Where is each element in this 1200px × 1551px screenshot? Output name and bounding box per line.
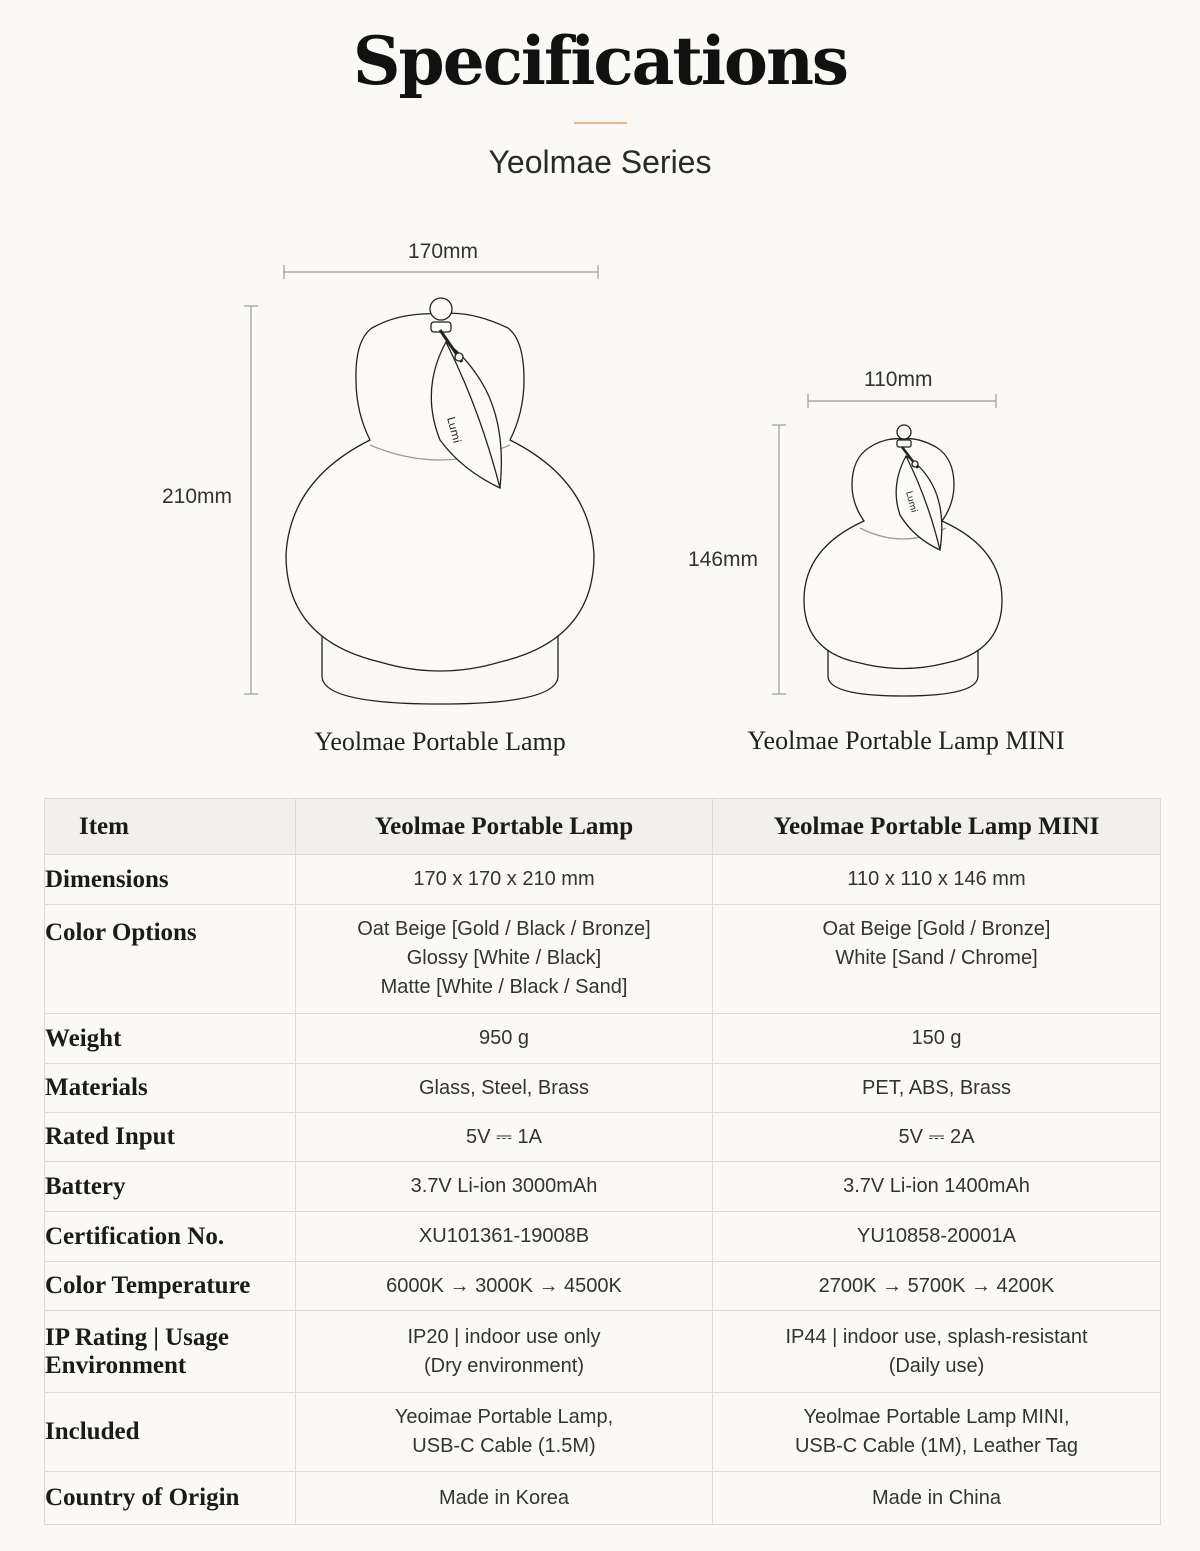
mini-lamp-value-line: Yeolmae Portable Lamp MINI, bbox=[803, 1406, 1070, 1428]
mini-width-label: 110mm bbox=[864, 368, 933, 391]
spec-label-line: Rated Input bbox=[45, 1123, 175, 1150]
large-lamp-value bbox=[296, 1113, 713, 1162]
mini-lamp-value-line: 2700K → 5700K → 4200K bbox=[818, 1274, 1055, 1297]
mini-lamp-value bbox=[713, 855, 1161, 905]
table-row bbox=[45, 1014, 1161, 1064]
large-lamp-value bbox=[296, 1472, 713, 1525]
large-product-name: Yeolmae Portable Lamp bbox=[314, 727, 566, 756]
large-lamp-value-line: Made in Korea bbox=[438, 1486, 570, 1509]
mini-height-label: 146mm bbox=[688, 548, 759, 571]
large-lamp-value-line: 170 x 170 x 210 mm bbox=[413, 868, 595, 890]
spec-label bbox=[45, 1393, 296, 1472]
mini-height-dimension-line bbox=[772, 425, 786, 694]
specifications-table bbox=[44, 798, 1161, 1525]
mini-lamp-value-line: USB-C Cable (1M), Leather Tag bbox=[794, 1435, 1079, 1457]
large-lamp-value bbox=[296, 1212, 713, 1262]
mini-lamp-value bbox=[713, 1014, 1161, 1064]
large-lamp-value-line: Oat Beige [Gold / Black / Bronze] bbox=[357, 918, 651, 940]
large-lamp-value-line: Glossy [White / Black] bbox=[406, 947, 602, 969]
table-row bbox=[45, 1113, 1161, 1162]
spec-label-line: Certification No. bbox=[45, 1222, 225, 1250]
header-item: Item bbox=[45, 799, 296, 855]
large-lamp-value bbox=[296, 1014, 713, 1064]
table-row bbox=[45, 1162, 1161, 1212]
mini-lamp-value bbox=[713, 1212, 1161, 1262]
spec-label bbox=[45, 1212, 296, 1262]
large-lamp-value bbox=[296, 1162, 713, 1212]
large-lamp-value-line: XU101361-19008B bbox=[418, 1225, 590, 1247]
spec-label bbox=[45, 1311, 296, 1393]
table-row bbox=[45, 1472, 1161, 1525]
header-large-lamp: Yeolmae Portable Lamp bbox=[296, 799, 713, 855]
mini-lamp-value-line: White [Sand / Chrome] bbox=[835, 947, 1038, 969]
table-row bbox=[45, 1311, 1161, 1393]
table-row bbox=[45, 855, 1161, 905]
table-row bbox=[45, 1393, 1161, 1472]
mini-lamp-value-line: 110 x 110 x 146 mm bbox=[847, 868, 1026, 890]
large-lamp-value bbox=[296, 1064, 713, 1113]
large-lamp-value bbox=[296, 855, 713, 905]
large-lamp-value bbox=[296, 1311, 713, 1393]
spec-label bbox=[45, 1162, 296, 1212]
table-row bbox=[45, 1064, 1161, 1113]
large-lamp-value-line: IP20 | indoor use only bbox=[407, 1325, 601, 1348]
mini-lamp-value-line: IP44 | indoor use, splash-resistant bbox=[785, 1325, 1088, 1348]
spec-label bbox=[45, 1472, 296, 1525]
mini-lamp-value bbox=[713, 1311, 1161, 1393]
mini-width-dimension-line bbox=[808, 394, 996, 408]
table-header-row bbox=[45, 799, 1161, 855]
large-width-dimension-line bbox=[284, 265, 598, 279]
table-row bbox=[45, 905, 1161, 1014]
mini-lamp-value bbox=[713, 1393, 1161, 1472]
spec-label bbox=[45, 1113, 296, 1162]
spec-label bbox=[45, 855, 296, 905]
large-lamp-value-line: Matte [White / Black / Sand] bbox=[380, 976, 628, 998]
large-width-label: 170mm bbox=[408, 240, 479, 263]
spec-label bbox=[45, 905, 296, 1014]
mini-lamp-value bbox=[713, 1162, 1161, 1212]
spec-label-line: Weight bbox=[45, 1024, 122, 1052]
mini-lamp-value-line: (Daily use) bbox=[888, 1354, 985, 1377]
spec-label-line: Dimensions bbox=[45, 865, 169, 893]
spec-label-line: Color Options bbox=[45, 919, 197, 946]
mini-lamp-value-line: 3.7V Li-ion 1400mAh bbox=[843, 1175, 1030, 1197]
large-lamp-value-line: (Dry environment) bbox=[423, 1354, 585, 1377]
large-lamp-value-line: USB-C Cable (1.5M) bbox=[412, 1435, 596, 1457]
large-lamp-value-line: 950 g bbox=[478, 1027, 530, 1049]
large-height-label: 210mm bbox=[162, 485, 233, 508]
mini-lamp-drawing bbox=[772, 394, 1002, 696]
series-subtitle: Yeolmae Series bbox=[488, 144, 712, 180]
page-title: Specifications bbox=[352, 22, 848, 100]
mini-product-name: Yeolmae Portable Lamp MINI bbox=[747, 726, 1065, 755]
mini-lamp-value bbox=[713, 1113, 1161, 1162]
table-row bbox=[45, 1212, 1161, 1262]
mini-leaf-logo: Lumi bbox=[903, 490, 919, 514]
spec-label bbox=[45, 1014, 296, 1064]
mini-lamp-value-line: 5V ⎓ 2A bbox=[898, 1125, 975, 1148]
spec-label-line: Materials bbox=[45, 1074, 148, 1101]
spec-label-line: Battery bbox=[45, 1172, 126, 1200]
large-lamp-value-line: 5V ⎓ 1A bbox=[466, 1125, 542, 1148]
large-height-dimension-line bbox=[244, 306, 258, 694]
mini-lamp-value-line: Oat Beige [Gold / Bronze] bbox=[822, 918, 1051, 940]
large-leaf-logo: Lumi bbox=[444, 415, 464, 445]
spec-label-line: Included bbox=[45, 1418, 140, 1445]
large-lamp-value-line: 3.7V Li-ion 3000mAh bbox=[410, 1175, 598, 1197]
mini-lamp-value-line: Made in China bbox=[872, 1486, 1001, 1509]
large-lamp-value-line: Glass, Steel, Brass bbox=[418, 1076, 590, 1099]
large-lamp-value-line: 6000K → 3000K → 4500K bbox=[386, 1274, 622, 1297]
mini-lamp-value bbox=[713, 1472, 1161, 1525]
large-lamp-value bbox=[296, 905, 713, 1014]
large-lamp-value bbox=[296, 1393, 713, 1472]
spec-label-line: Color Temperature bbox=[45, 1272, 251, 1299]
mini-lamp-value-line: PET, ABS, Brass bbox=[862, 1076, 1011, 1099]
mini-lamp-value bbox=[713, 1262, 1161, 1311]
header-mini-lamp: Yeolmae Portable Lamp MINI bbox=[713, 799, 1161, 855]
spec-label-line: Environment bbox=[45, 1351, 187, 1379]
large-lamp-value bbox=[296, 1262, 713, 1311]
spec-label bbox=[45, 1064, 296, 1113]
mini-lamp-value-line: YU10858-20001A bbox=[856, 1225, 1016, 1247]
mini-lamp-value bbox=[713, 905, 1161, 1014]
mini-lamp-value-line: 150 g bbox=[911, 1027, 962, 1049]
large-lamp-drawing bbox=[244, 265, 598, 704]
spec-label-line: IP Rating | Usage bbox=[45, 1323, 229, 1351]
spec-label bbox=[45, 1262, 296, 1311]
spec-label-line: Country of Origin bbox=[45, 1484, 240, 1511]
table-row bbox=[45, 1262, 1161, 1311]
mini-lamp-value bbox=[713, 1064, 1161, 1113]
large-lamp-value-line: Yeoimae Portable Lamp, bbox=[394, 1406, 614, 1428]
